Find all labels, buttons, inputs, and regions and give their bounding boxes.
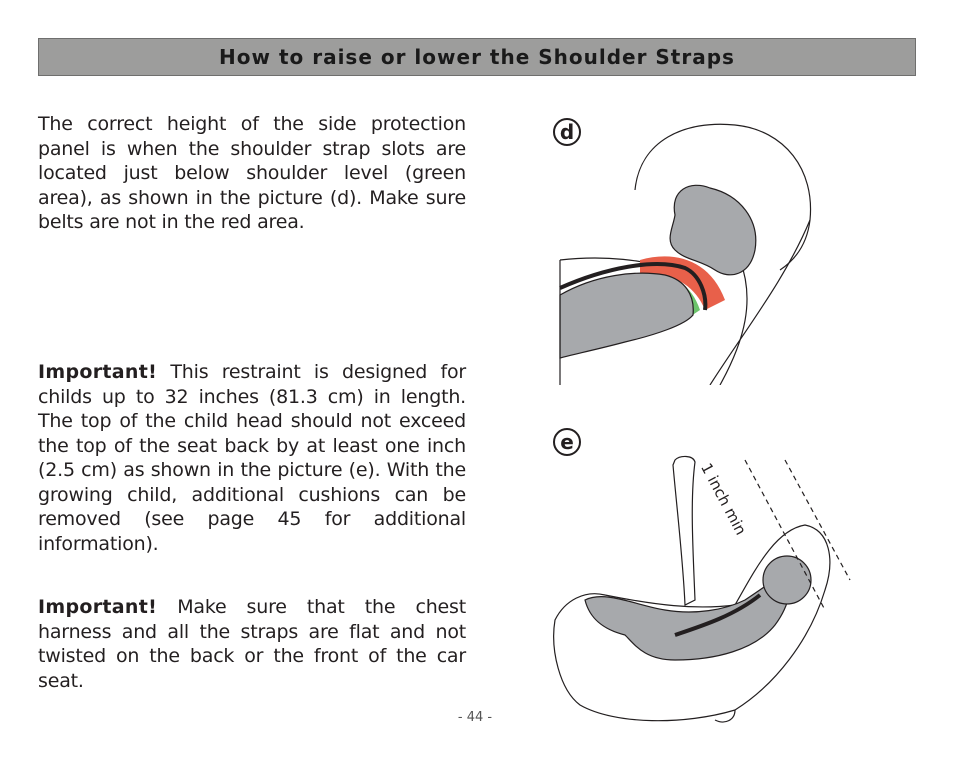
important-text-2: Make sure that the chest harness and all the straps are flat and not twisted on the back or the front of the car seat. [38, 596, 466, 692]
important-paragraph-1 [38, 360, 466, 556]
intro-text: The correct height of the side protection panel is when the shoulder strap slots are located just below shoulder level (green area), as shown in the picture (d). Make sure belts are not in the red area. [38, 113, 466, 233]
figure-e [545, 420, 875, 730]
important-paragraph-2 [38, 595, 466, 693]
figure-d-label: d [553, 118, 581, 146]
intro-paragraph [38, 112, 466, 235]
important-label: Important! [38, 361, 158, 383]
important-text-1: This restraint is designed for childs up to 32 inches (81.3 cm) in length. The top of the child head should not exceed the top of the seat back by at least one inch (2.5 cm) as shown in the picture (e). With the growing child, additional cushions can be removed (see page 45 for additional information). [38, 361, 466, 555]
figure-d [545, 110, 845, 385]
section-title-bar [38, 38, 916, 76]
figure-d-illustration [545, 110, 845, 385]
important-label: Important! [38, 596, 158, 618]
measurement-label: 1 inch min [697, 460, 750, 539]
page-title: How to raise or lower the Shoulder Straps [219, 45, 735, 69]
figure-e-label: e [553, 428, 581, 456]
page-number: - 44 - [457, 710, 493, 725]
